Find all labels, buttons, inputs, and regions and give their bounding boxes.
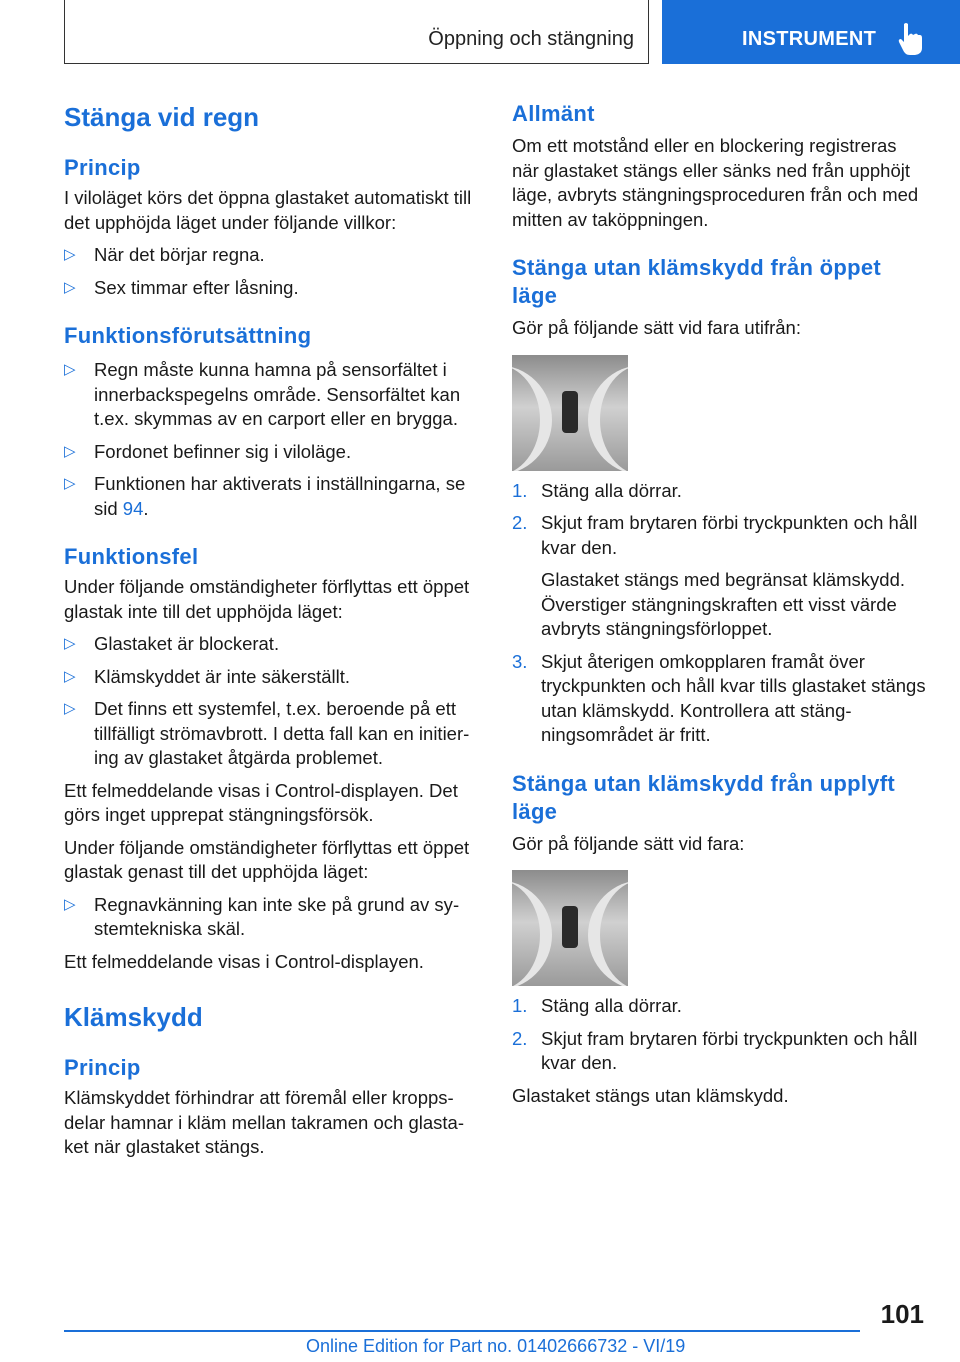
triangle-bullet-icon: ▷ bbox=[64, 635, 76, 652]
pinch-principle-heading: Princip bbox=[64, 1055, 141, 1080]
header-section-box bbox=[64, 0, 649, 64]
pinch-principle-text: Klämskyddet förhindrar att föremål eller kroppsdelar hamnar i kläm mellan takramen och glastaket när glastaket stängs. bbox=[64, 1087, 464, 1157]
triangle-bullet-icon: ▷ bbox=[64, 667, 76, 685]
list-item: 1. Stäng alla dörrar. bbox=[512, 995, 682, 1016]
raised-heading: Stänga utan klämskydd från upplyft läge bbox=[512, 770, 896, 824]
list-item: 3. Skjut återigen omkopplaren framåt över tryckpunkten och håll kvar tills glastaket stängs utan klämskydd. Kontrollera att stängningsområdet är fritt. bbox=[512, 650, 926, 745]
left-column bbox=[64, 100, 479, 1160]
list-item: ▷ Sex timmar efter låsning. bbox=[64, 276, 479, 301]
roof-switch-icon bbox=[562, 391, 578, 433]
fault-text-2: Ett felmeddelande visas i Control-displayen. Det görs inget upprepat stängningsförsök. bbox=[64, 779, 458, 825]
list-item: ▷ Det finns ett systemfel, t.ex. beroende på ett tillfälligt strömavbrott. I detta fall kan en initiering av glastaket åtgärda problemet. bbox=[64, 698, 470, 768]
requirements-heading: Funktionsförutsättning bbox=[64, 323, 312, 348]
page-link[interactable]: 94 bbox=[122, 497, 144, 519]
open-heading: Stänga utan klämskydd från öppet läge bbox=[512, 255, 882, 308]
triangle-bullet-icon: ▷ bbox=[64, 278, 76, 296]
raised-steps bbox=[512, 994, 927, 1076]
principle-list bbox=[64, 243, 479, 300]
roof-switch-image bbox=[512, 870, 628, 986]
list-item: ▷ När det börjar regna. bbox=[64, 243, 479, 268]
principle-heading: Princip bbox=[64, 155, 141, 180]
raised-outro: Glastaket stängs utan klämskydd. bbox=[512, 1084, 789, 1106]
fault-list-2 bbox=[64, 893, 479, 942]
right-column bbox=[512, 100, 927, 1108]
roof-switch-image bbox=[512, 355, 628, 471]
list-item: ▷ Klämskyddet är inte säkerställt. bbox=[64, 665, 479, 690]
general-text: Om ett motstånd eller en blockering registreras när glastaket stängs eller sänks ned från upphöjt läge, avbryts stängningsproceduren från och med mitten av taköppningen. bbox=[512, 135, 919, 230]
general-heading: Allmänt bbox=[512, 101, 595, 126]
chapter-title: INSTRUMENT bbox=[742, 28, 877, 50]
pinch-title: Klämskydd bbox=[64, 1002, 203, 1032]
fault-list bbox=[64, 632, 479, 771]
list-item: ▷ Funktionen har aktiverats i inställningarna, se sid 94. bbox=[64, 473, 466, 519]
open-intro: Gör på följande sätt vid fara utifrån: bbox=[512, 317, 801, 338]
fault-text-3: Under följande omständigheter förflyttas ett öppet glastak genast till det upphöjda läget: bbox=[64, 836, 470, 882]
triangle-bullet-icon: ▷ bbox=[64, 361, 76, 378]
requirements-list bbox=[64, 358, 479, 521]
triangle-bullet-icon: ▷ bbox=[64, 442, 76, 460]
list-item: ▷ Glastaket är blockerat. bbox=[64, 632, 479, 657]
edition-footer: Online Edition for Part no. 01402666732 - VI/19 bbox=[306, 1336, 686, 1356]
list-item: ▷ Regn måste kunna hamna på sensorfältet i innerbackspegelns område. Sensorfältet kan t.ex. skymmas av en carport eller en brygga. bbox=[64, 359, 461, 429]
fault-heading: Funktionsfel bbox=[64, 544, 199, 569]
raised-intro: Gör på följande sätt vid fara: bbox=[512, 832, 745, 854]
open-steps bbox=[512, 479, 927, 748]
triangle-bullet-icon: ▷ bbox=[64, 475, 76, 492]
list-item: 1. Stäng alla dörrar. bbox=[512, 479, 682, 501]
section-title: Öppning och stängning bbox=[428, 28, 634, 50]
roof-switch-icon bbox=[562, 906, 578, 948]
title-rain-closing: Stänga vid regn bbox=[64, 102, 260, 132]
triangle-bullet-icon: ▷ bbox=[64, 246, 76, 263]
page-number: 101 bbox=[880, 1299, 924, 1329]
footer-divider bbox=[64, 1330, 860, 1332]
list-item: 2. Skjut fram brytaren förbi tryckpunkten och håll kvar den. Glastaket stängs med begränsat klämskydd. Överstiger stängningskraften ett visst värde avbryts stängningsförloppet. bbox=[512, 512, 918, 639]
triangle-bullet-icon: ▷ bbox=[64, 895, 76, 913]
list-item: ▷ Fordonet befinner sig i viloläge. bbox=[64, 440, 479, 465]
chapter-tab[interactable] bbox=[662, 0, 960, 64]
triangle-bullet-icon: ▷ bbox=[64, 700, 76, 717]
list-item: 2. Skjut fram brytaren förbi tryckpunkten och håll kvar den. bbox=[512, 1027, 918, 1073]
principle-text: I viloläget körs det öppna glastaket automatiskt till det upphöjda läget under följande villkor: bbox=[64, 187, 472, 233]
fault-text-1: Under följande omständigheter förflyttas ett öppet glastak inte till det upphöjda läget: bbox=[64, 576, 470, 622]
list-item: ▷ Regnavkänning kan inte ske på grund av systemtekniska skäl. bbox=[64, 893, 460, 939]
hand-pointer-icon bbox=[896, 22, 926, 56]
fault-text-4: Ett felmeddelande visas i Control-displayen. bbox=[64, 950, 424, 972]
